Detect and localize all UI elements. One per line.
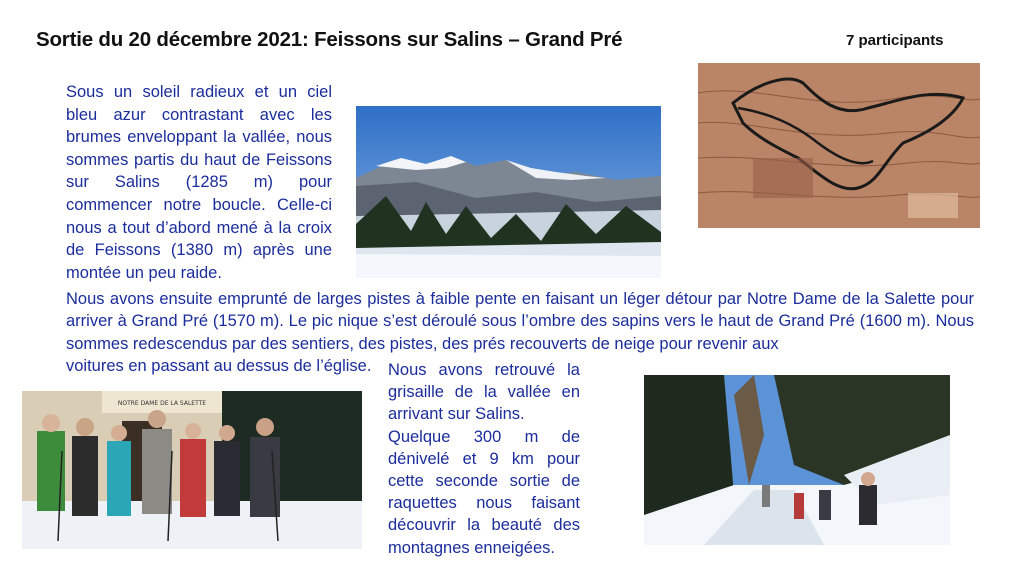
route-map-photo: [698, 63, 980, 228]
return-paragraph-text: Nous avons retrouvé la grisaille de la vallée en arrivant sur Salins.: [388, 361, 580, 424]
summary-paragraph: Quelque 300 m de dénivelé et 9 km pour cette seconde sortie de raquettes nous faisant découvrir la beauté des montagnes enneigées.: [388, 427, 580, 557]
intro-paragraph: Sous un soleil radieux et un ciel bleu azur contrastant avec les brumes enveloppant la vallée, nous sommes partis du haut de Feissons sur Salins (1285 m) pour commencer notre boucle. Celle-ci nous a tout d’abord mené à la croix de Feissons (1380 m) après une montée un peu raide.: [66, 83, 332, 282]
route-paragraph: Nous avons ensuite emprunté de larges pistes à faible pente en faisant un léger détour par Notre Dame de la Salette pour arriver à Grand Pré (1570 m). Le pic nique s’est déroulé sous l’ombre des sapins vers le haut de Grand Pré (1600 m). Nous sommes redescendus par des sentiers, des pistes, des prés recouverts de neige pour revenir aux: [66, 290, 974, 353]
page-title: Sortie du 20 décembre 2021: Feissons sur Salins – Grand Pré: [36, 28, 623, 51]
return-paragraph: [388, 359, 580, 559]
chapel-sign-text: NOTRE DAME DE LA SALETTE: [117, 400, 207, 407]
group-photo: [22, 391, 362, 549]
return-lead-text: voitures en passant au dessus de l’église.: [66, 357, 372, 375]
mountain-panorama-photo: [356, 106, 661, 278]
participant-count: 7 participants: [846, 32, 944, 49]
snowy-trail-photo: [644, 375, 950, 545]
